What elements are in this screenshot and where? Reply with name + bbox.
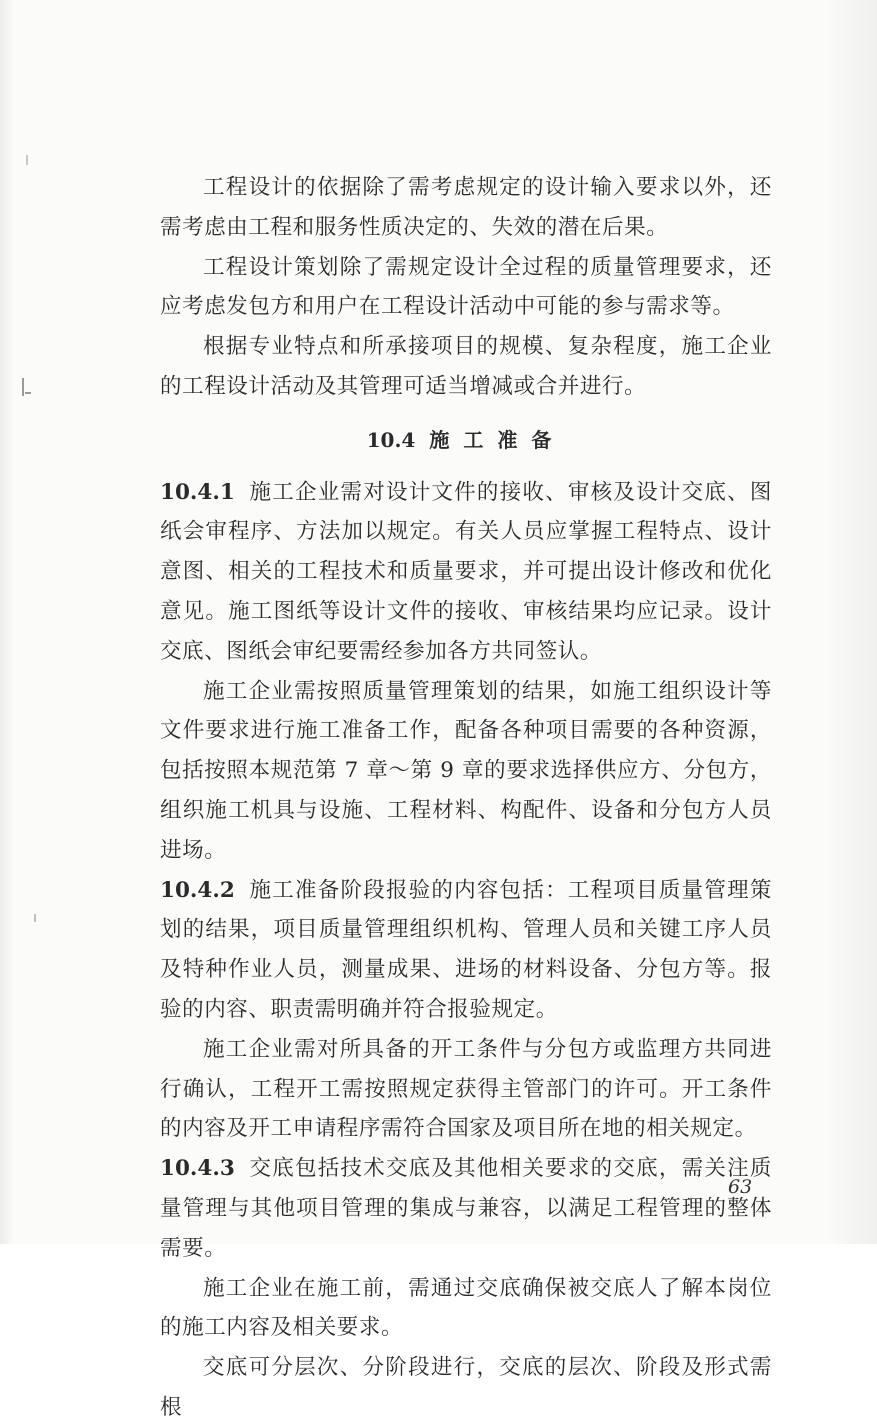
paragraph: 根据专业特点和所承接项目的规模、复杂程度，施工企业的工程设计活动及其管理可适当增减或合并进行。 [160, 334, 772, 399]
scan-edge-right [827, 0, 877, 1244]
clause-text: 施工准备阶段报验的内容包括：工程项目质量管理策划的结果，项目质量管理组织机构、管理人员和关键工序人员及特种作业人员，测量成果、进场的材料设备、分包方等。报验的内容、职责需明确并符合报验规定。 [160, 877, 772, 1022]
scan-speck [26, 155, 28, 165]
clause-number: 10.4.3 [160, 1156, 235, 1182]
paragraph: 施工企业在施工前，需通过交底确保被交底人了解本岗位的施工内容及相关要求。 [160, 1275, 772, 1341]
clause-paragraph [160, 473, 772, 672]
clause-paragraph [160, 871, 772, 1030]
section-heading [160, 421, 772, 461]
clause-number: 10.4.2 [160, 877, 235, 903]
paragraph: 交底可分层次、分阶段进行，交底的层次、阶段及形式需根 [160, 1355, 772, 1420]
scan-speck [25, 392, 31, 394]
clause-paragraph [160, 1149, 772, 1268]
clause-text: 施工企业需对设计文件的接收、审核及设计交底、图纸会审程序、方法加以规定。有关人员应掌握工程特点、设计意图、相关的工程技术和质量要求，并可提出设计修改和优化意见。施工图纸等设计文件的接收、审核结果均应记录。设计交底、图纸会审纪要需经参加各方共同签认。 [160, 479, 772, 664]
paragraph: 施工企业需对所具备的开工条件与分包方或监理方共同进行确认，工程开工需按照规定获得主管部门的许可。开工条件的内容及开工申请程序需符合国家及项目所在地的相关规定。 [160, 1036, 772, 1142]
paragraph: 工程设计策划除了需规定设计全过程的质量管理要求，还应考虑发包方和用户在工程设计活动中可能的参与需求等。 [160, 254, 772, 320]
clause-text: 交底包括技术交底及其他相关要求的交底，需关注质量管理与其他项目管理的集成与兼容，以满足工程管理的整体需要。 [160, 1156, 772, 1261]
clause-number: 10.4.1 [160, 479, 235, 505]
section-number: 10.4 [366, 427, 416, 452]
scan-speck [22, 378, 24, 396]
body-text [160, 168, 772, 1428]
paragraph: 工程设计的依据除了需考虑规定的设计输入要求以外，还需考虑由工程和服务性质决定的、失效的潜在后果。 [160, 175, 772, 240]
paragraph: 施工企业需按照质量管理策划的结果，如施工组织设计等文件要求进行施工准备工作，配备各种项目需要的各种资源，包括按照本规范第 7 章～第 9 章的要求选择供应方、分包方，组织施工机具与设施、工程材料、构配件、设备和分包方人员进场。 [160, 678, 772, 863]
scan-edge-left [0, 0, 14, 1244]
page-number: 63 [728, 1176, 753, 1198]
section-title: 施工准备 [429, 427, 566, 452]
scan-speck [34, 914, 36, 922]
